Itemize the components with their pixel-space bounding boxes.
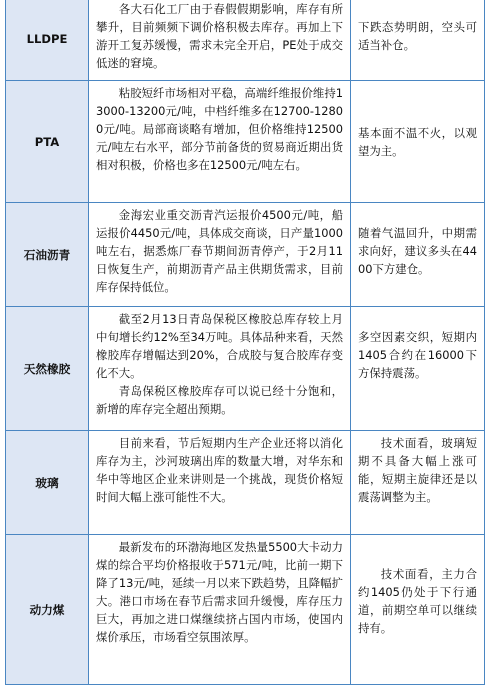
strategy-paragraph: 技术面看，玻璃短期不具备大幅上涨可能，短期主旋律还是以震荡调整为主。 — [358, 436, 477, 504]
analysis-paragraph: 青岛保税区橡胶库存可以说已经十分饱和，新增的库存完全超出预期。 — [96, 384, 343, 416]
category-cell: 动力煤 — [6, 535, 89, 685]
strategy-cell — [351, 431, 485, 535]
strategy-cell — [351, 535, 485, 685]
strategy-paragraph: 随着气温回升，中期需求向好，建议多头在4400下方建仓。 — [358, 226, 477, 276]
analysis-cell — [89, 0, 351, 81]
analysis-cell — [89, 431, 351, 535]
category-cell: 石油沥青 — [6, 203, 89, 307]
analysis-paragraph: 最新发布的环渤海地区发热量5500大卡动力煤的综合平均价格报收于571元/吨，比前一期下降了13元/吨，延续一月以来下跌趋势，且降幅扩大。港口市场在春节后需求回升缓慢，库存压力巨大，再加之进口煤继续挤占国内市场，使国内煤价承压，市场看空氛围浓厚。 — [96, 540, 343, 644]
table-row-lldpe — [6, 0, 485, 81]
analysis-cell — [89, 535, 351, 685]
strategy-paragraph: 多空因素交织，短期内1405合约在16000下方保持震荡。 — [358, 330, 477, 380]
strategy-cell — [351, 307, 485, 431]
table-row-natural-rubber — [6, 307, 485, 431]
strategy-paragraph: 技术面看，主力合约1405仍处于下行通道，前期空单可以继续持有。 — [358, 567, 477, 635]
strategy-cell — [351, 0, 485, 81]
category-cell: LLDPE — [6, 0, 89, 81]
analysis-cell — [89, 81, 351, 203]
analysis-paragraph: 各大石化工厂由于春假假期影响，库存有所攀升，目前频频下调价格积极去库存。再加上下游开工复苏缓慢，需求未完全开启，PE处于成交低迷的窘境。 — [96, 2, 343, 70]
table-row-glass — [6, 431, 485, 535]
analysis-cell — [89, 203, 351, 307]
table-row-thermal-coal — [6, 535, 485, 685]
analysis-paragraph: 目前来看，节后短期内生产企业还将以消化库存为主，沙河玻璃出库的数量大增，对华东和华中等地区企业来讲则是一个挑战，现货价格短时间大幅上涨可能性不大。 — [96, 436, 343, 504]
strategy-paragraph: 基本面不温不火，以观望为主。 — [358, 125, 477, 158]
commodity-analysis-table — [5, 0, 485, 685]
strategy-paragraph: 下跌态势明朗，空头可适当补仓。 — [358, 20, 477, 52]
analysis-paragraph: 截至2月13日青岛保税区橡胶总库存较上月中旬增长约12%至34万吨。具体品种来看，天然橡胶库存增幅达到20%，合成胶与复合胶库存变化不大。 — [96, 312, 343, 380]
strategy-cell — [351, 203, 485, 307]
analysis-paragraph: 粘胶短纤市场相对平稳，高端纤维报价维持13000-13200元/吨，中档纤维多在12700-12800元/吨。局部商谈略有增加，但价格维持12500元/吨左右水平，部分节前备货的贸易商近期出货相对积极，价格也多在12500元/吨左右。 — [96, 86, 343, 172]
analysis-cell — [89, 307, 351, 431]
table-row-pta — [6, 81, 485, 203]
analysis-paragraph: 金海宏业重交沥青汽运报价4500元/吨，船运报价4450元/吨，具体成交商谈，日产量1000吨左右，据悉炼厂春节期间沥青停产，于2月11日恢复生产，前期沥青产品主供期货需求，目前库存保持低位。 — [96, 208, 343, 294]
category-cell: 天然橡胶 — [6, 307, 89, 431]
table-row-asphalt — [6, 203, 485, 307]
category-cell: PTA — [6, 81, 89, 203]
category-cell: 玻璃 — [6, 431, 89, 535]
strategy-cell — [351, 81, 485, 203]
